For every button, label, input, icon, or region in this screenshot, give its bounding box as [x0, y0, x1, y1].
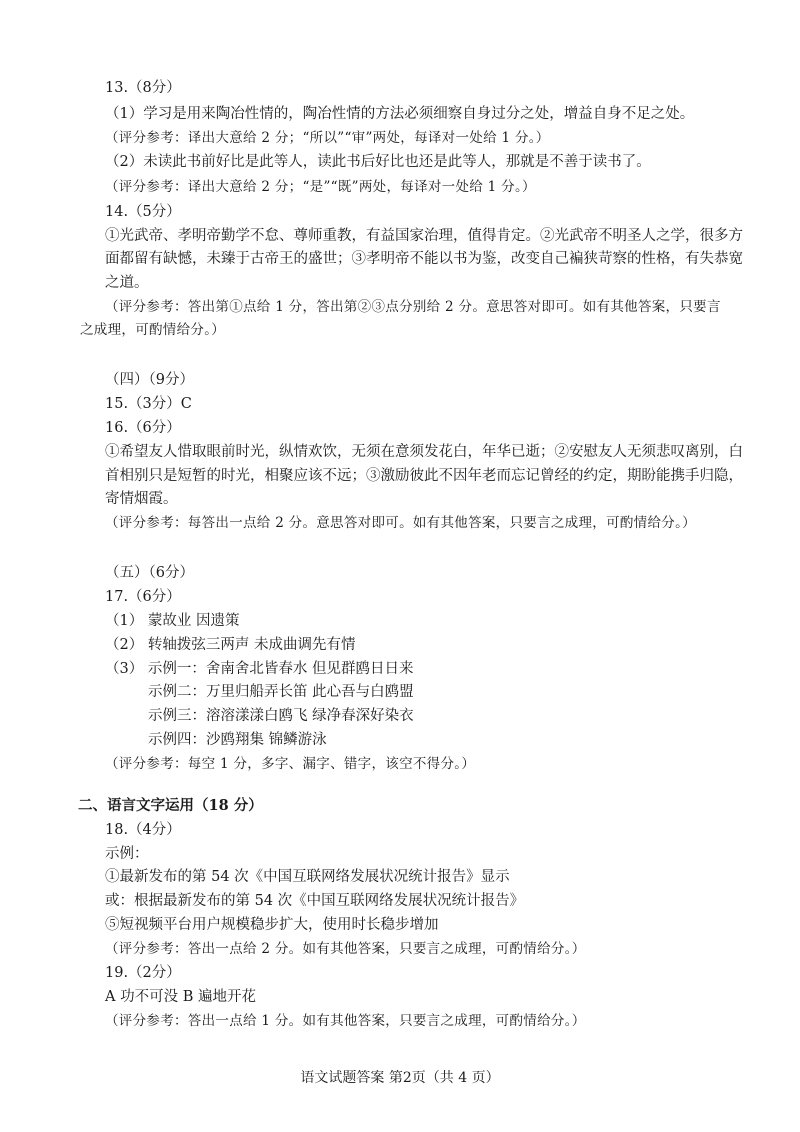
q16-heading: 16.（6分）: [105, 420, 181, 436]
q16-answer-line-1: ①希望友人惜取眼前时光，纵情欢饮，无须在意须发花白，年华已逝；②安慰友人无须悲叹离别，白: [105, 444, 743, 460]
q18-answer-1-alt: 或：根据最新发布的第 54 次《中国互联网络发展状况统计报告》: [105, 893, 525, 909]
section-5-heading: （五）（6分）: [105, 565, 194, 581]
section-4-heading: （四）（9分）: [105, 372, 194, 388]
q18-scoring-note: （评分参考：答出一点给 2 分。如有其他答案，只要言之成理，可酌情给分。）: [105, 941, 586, 957]
q14-scoring-note-2: 之成理，可酌情给分。）: [80, 322, 226, 338]
q17-heading: 17.（6分）: [105, 589, 181, 605]
q17-answer-2: （2） 转轴拨弦三两声 未成曲调先有情: [105, 637, 356, 653]
q13-scoring-note-2: （评分参考：译出大意给 2 分；“是”“既”两处，每译对一处给 1 分。）: [105, 179, 536, 195]
q18-answer-1: ①最新发布的第 54 次《中国互联网络发展状况统计报告》显示: [105, 869, 510, 885]
q19-scoring-note: （评分参考：答出一点给 1 分。如有其他答案，只要言之成理，可酌情给分。）: [105, 1013, 586, 1029]
q13-answer-1: （1）学习是用来陶冶性情的，陶冶性情的方法必须细察自身过分之处，增益自身不足之处。: [105, 106, 695, 122]
q13-answer-2: （2）未读此书前好比是此等人，读此书后好比也还是此等人，那就是不善于读书了。: [105, 154, 651, 170]
q17-scoring-note: （评分参考：每空 1 分，多字、漏字、错字，该空不得分。）: [105, 756, 476, 772]
page-footer: 语文试题答案 第2页（共 4 页）: [300, 1070, 500, 1086]
q13-heading: 13.（8分）: [105, 80, 181, 96]
q14-answer-line-1: ①光武帝、孝明帝勤学不怠、尊师重教，有益国家治理，值得肯定。②光武帝不明圣人之学，很多方: [105, 228, 743, 244]
q18-example-label: 示例：: [105, 846, 149, 862]
q17-answer-3-example-4: 示例四：沙鸥翔集 锦鳞游泳: [148, 732, 327, 748]
q14-answer-line-2: 面都留有缺憾，未臻于古帝王的盛世；③孝明帝不能以书为鉴，改变自己褊狭苛察的性格，有失恭宽: [105, 251, 743, 267]
q17-answer-3-example-3: 示例三：溶溶漾漾白鸥飞 绿净春深好染衣: [148, 708, 414, 724]
q15-answer: 15.（3分）C: [105, 396, 192, 412]
q19-answer: A 功不可没 B 遍地开花: [105, 989, 256, 1005]
q14-scoring-note-1: （评分参考：答出第①点给 1 分，答出第②③点分别给 2 分。意思答对即可。如有其他答案，只要言: [105, 299, 721, 315]
q18-heading: 18.（4分）: [105, 822, 181, 838]
q13-scoring-note-1: （评分参考：译出大意给 2 分；“所以”“审”两处，每译对一处给 1 分。）: [105, 130, 550, 146]
q14-answer-line-3: 之道。: [105, 275, 149, 291]
q17-answer-3-example-1: （3） 示例一：舍南舍北皆春水 但见群鸥日日来: [105, 661, 414, 677]
q19-heading: 19.（2分）: [105, 965, 181, 981]
q17-answer-3-example-2: 示例二：万里归船弄长笛 此心吾与白鸥盟: [148, 684, 414, 700]
q17-answer-1: （1） 蒙故业 因遗策: [105, 613, 240, 629]
part-2-heading: 二、语言文字运用（18 分）: [78, 797, 263, 814]
q16-answer-line-2: 首相别只是短暂的时光，相聚应该不远；③激励彼此不因年老而忘记曾经的约定，期盼能携手归隐，: [105, 468, 743, 484]
q16-scoring-note: （评分参考：每答出一点给 2 分。意思答对即可。如有其他答案，只要言之成理，可酌情给分。）: [105, 515, 696, 531]
q16-answer-line-3: 寄情烟霞。: [105, 491, 178, 507]
q18-answer-5: ⑤短视频平台用户规模稳步扩大，使用时长稳步增加: [105, 917, 439, 933]
q14-heading: 14.（5分）: [105, 204, 181, 220]
